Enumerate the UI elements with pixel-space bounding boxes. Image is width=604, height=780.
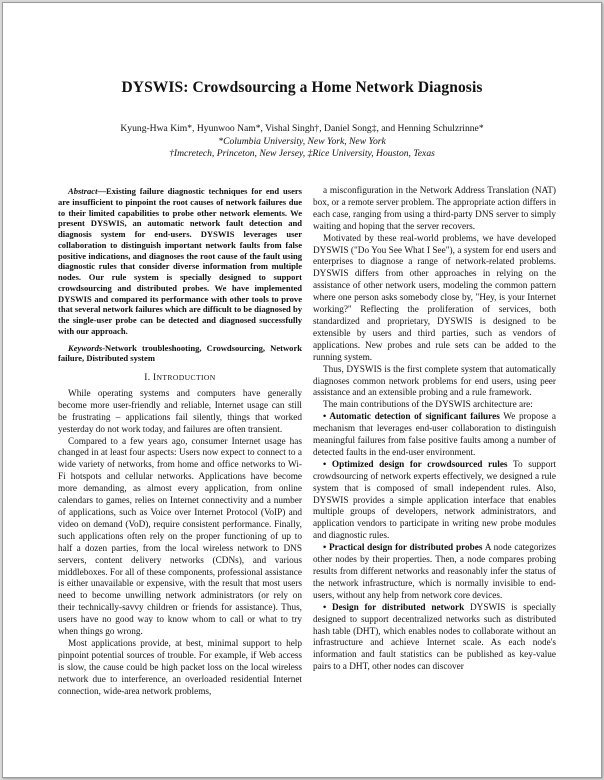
section-title-rest: NTRODUCTION — [156, 373, 216, 382]
bullet-text: We propose a mechanism that leverages end-user collaboration to distinguish meaningful failures from false positive faults among a number of detected faults in the end-user environment. — [313, 412, 556, 458]
section-first-letter: I — [153, 373, 157, 383]
body-paragraph: a misconfiguration in the Network Address Translation (NAT) box, or a remote server problem. The appropriate action differs in each case, ranging from using a third-party DNS server to simply waiting and hoping that the server recovers. — [313, 186, 556, 232]
contribution-bullet — [313, 603, 556, 674]
bullet-label: • Practical design for distributed probes — [323, 543, 483, 554]
contribution-bullet — [313, 412, 556, 460]
keywords-lead: Keywords — [68, 342, 103, 353]
bullet-text: To support crowdsourcing of network experts effectively, we designed a rule system that is composed of small independent rules. Also, DYSWIS provides a simple application interface that enables multiple groups of developers, network administrators, and application vendors to participate in writing new probe modules and diagnostic rules. — [313, 459, 557, 542]
bullet-label: • Automatic detection of significant failures — [323, 412, 500, 423]
affiliation-line-1: *Columbia University, New York, New York — [218, 135, 386, 147]
body-paragraph: Motivated by these real-world problems, we have developed DYSWIS ("Do You See What I See"), a system for end users and enterprises to diagnose a range of network-related problems. DYSWIS differs from other approaches in relying on the assistance of other network users, modeling the common pattern where one person asks somebody close by, "Hey, is your Internet working?" Reflecting the proliferation of services, both standardized and proprietary, DYSWIS is designed to be extensible by users and third parties, such as vendors of applications. New probes and rule sets can be added to the running system. — [313, 233, 556, 363]
abstract — [58, 186, 302, 337]
contribution-bullet — [313, 543, 556, 603]
affiliation-line-2: †Imcretech, Princeton, New Jersey, ‡Rice University, Houston, Texas — [169, 148, 435, 160]
contribution-bullet — [313, 460, 556, 543]
paper-title: DYSWIS: Crowdsourcing a Home Network Diagnosis — [121, 79, 483, 96]
bullet-text: A node categorizes other nodes by their properties. Then, a node compares probing results from different networks and reasonably infer the status of the network infrastructure, which is normally invisible to end-users, without any help from network core devices. — [313, 543, 556, 601]
body-paragraph: Thus, DYSWIS is the first complete system that automatically diagnoses common network problems for end users, using peer assistance and an extensible probing and a rule framework. — [313, 364, 556, 399]
author-block — [3, 123, 601, 161]
body-paragraph: Compared to a few years ago, consumer Internet usage has changed in at least four aspects: Users now expect to connect to a wide variety of networks, from home and office networks to Wi-Fi hotspots and cellular networks. Applications have become more demanding, as almost every application, from online calendars to games, relies on Internet connectivity and a number of applications, such as Voice over Internet Protocol (VoIP) and video on demand (VoD), require consistent performance. Finally, such applications often rely on the proper functioning of up to half a dozen parties, from the local wireless network to DNS servers, content delivery networks (CDNs), and various middleboxes. For all of these components, professional assistance is either unavailable or expensive, with the result that most users need to become unwilling network administrators (or rely on their technically-savvy children or friends for assistance). Thus, users have no good way to know whom to call or what to try when things go wrong. — [58, 436, 302, 638]
body-paragraph: Most applications provide, at best, minimal support to help pinpoint potential sources of trouble. For example, if Web access is slow, the cause could be high packet loss on the local wireless network due to interference, an overloaded residential Internet connection, wide-area network problems, — [58, 638, 302, 697]
left-column — [58, 186, 302, 698]
body-paragraph: While operating systems and computers have generally become more user-friendly and reliable, Internet usage can still be frustrating – applications fail silently, things that worked yesterday do not work today, and failures are often transient. — [58, 388, 302, 435]
section-heading — [58, 372, 302, 385]
paper-page — [2, 2, 602, 778]
author-line: Kyung-Hwa Kim*, Hyunwoo Nam*, Vishal Singh†, Daniel Song‡, and Henning Schulzrinne* — [120, 123, 484, 134]
right-column — [313, 186, 556, 674]
keywords — [58, 343, 302, 365]
bullet-text: DYSWIS is specially designed to support decentralized networks such as distributed hash table (DHT), which enables nodes to collaborate without an infrastructure and achieve Internet scale. As each node's information and fault statistics can be published as key-value pairs to a DHT, other nodes can discover — [313, 602, 556, 673]
bullet-label: • Optimized design for crowdsourced rules — [323, 459, 508, 470]
keywords-text: -Network troubleshooting, Crowdsourcing, Network failure, Distributed system — [58, 342, 302, 364]
section-number: I. — [144, 373, 151, 383]
abstract-text: —Existing failure diagnostic techniques for end users are insufficient to pinpoint the root causes of network failures due to their limited capabilities to probe other network elements. We present DYSWIS, an automatic network fault detection and diagnosis system for end-users. DYSWIS leverages user collaboration to distinguish important network faults from false positive indications, and diagnoses the root cause of the fault using diagnostic rules that consider diverse information from multiple nodes. Our rule system is specially designed to support crowdsourcing and distributed probes. We have implemented DYSWIS and compared its performance with other tools to prove that several network failures which are difficult to be diagnosed by the single-user probe can be detected and diagnosed successfully with our approach. — [58, 186, 302, 336]
bullet-label: • Design for distributed network — [323, 602, 465, 613]
body-paragraph: The main contributions of the DYSWIS architecture are: — [323, 400, 533, 411]
abstract-lead: Abstract — [68, 186, 98, 196]
